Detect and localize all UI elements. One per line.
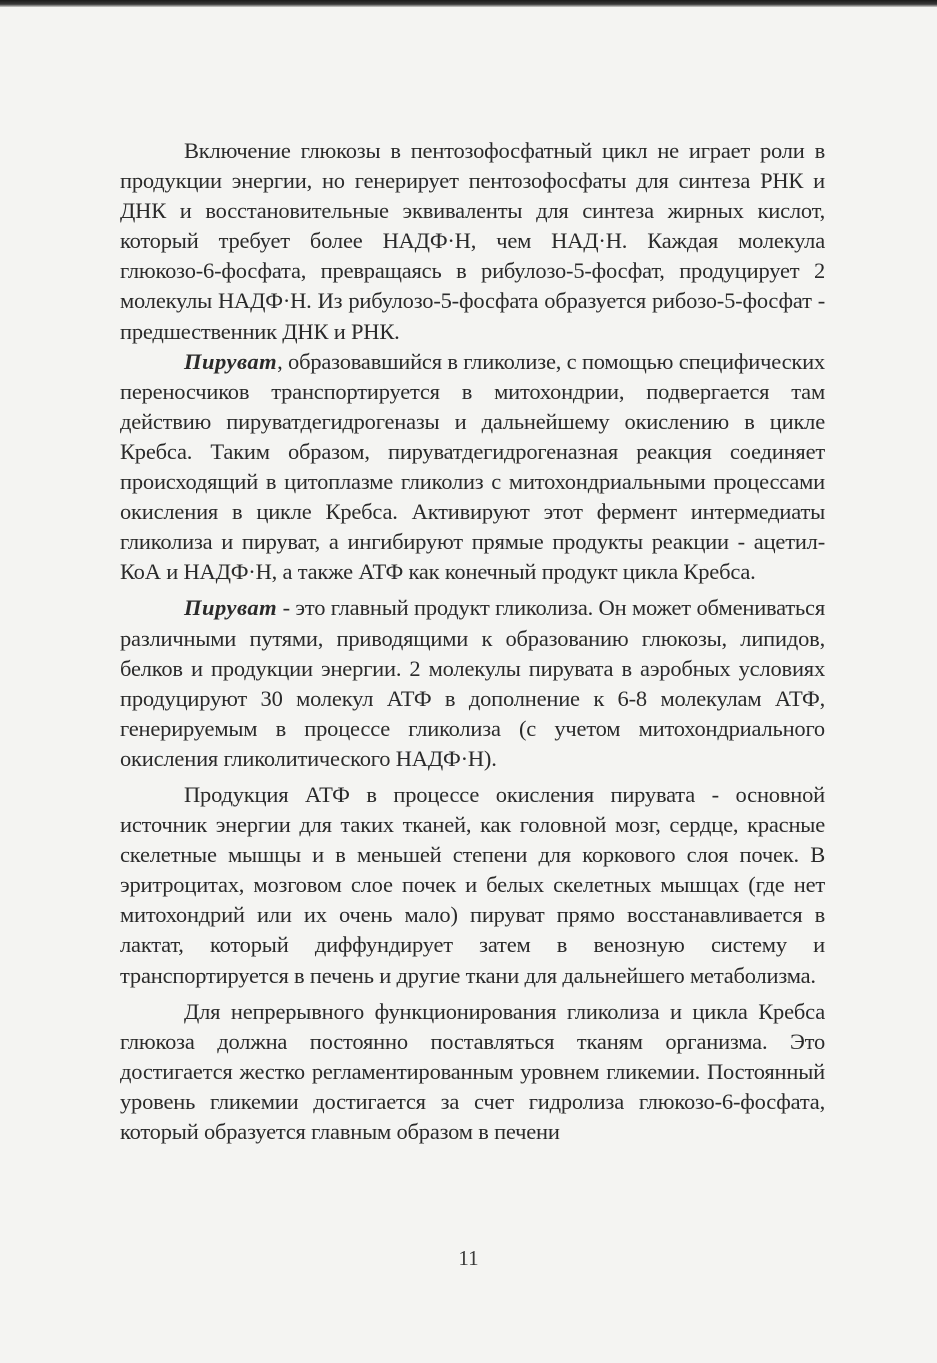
- paragraph-text: Включение глюкозы в пентозофосфатный цикл не играет роли в продукции энергии, но генерирует пентозофосфаты для синтеза РНК и ДНК и восстановительные эквиваленты для синтеза жирных кислот, который требует более НАДФ·Н, чем НАД·Н. Каждая молекула глюкозо-6-фосфата, превращаясь в рибулозо-5-фосфат, продуцирует 2 молекулы НАДФ·Н. Из рибулозо-5-фосфата образуется рибозо-5-фосфат - предшественник ДНК и РНК.: [120, 138, 825, 344]
- term-pyruvate: Пируват: [184, 348, 278, 374]
- paragraph-pyruvate-transport: [120, 347, 825, 588]
- page-body: [120, 136, 825, 1147]
- paragraph-text: Для непрерывного функционирования гликолиза и цикла Кребса глюкоза должна постоянно поставляться тканям организма. Это достигается жестко регламентированным уровнем гликемии. Постоянный уровень гликемии достигается за счет гидролиза глюкозо-6-фосфата, который образуется главным образом в печени: [120, 998, 825, 1144]
- paragraph-pentose-cycle: [120, 136, 825, 347]
- page-number: 11: [458, 1246, 479, 1270]
- scan-top-edge: [0, 0, 937, 7]
- paragraph-pyruvate-product: [120, 593, 825, 774]
- term-pyruvate: Пируват: [184, 595, 278, 621]
- paragraph-text: , образовавшийся в гликолизе, с помощью специфических переносчиков транспортируется в митохондрии, подвергается там действию пируватдегидрогеназы и дальнейшему окислению в цикле Кребса. Таким образом, пируватдегидрогеназная реакция соединяет происходящий в цитоплазме гликолиз с митохондриальными процессами окисления в цикле Кребса. Активируют этот фермент интермедиаты гликолиза и пируват, а ингибируют прямые продукты реакции - ацетил-КоА и НАДФ·Н, а также АТФ как конечный продукт цикла Кребса.: [120, 348, 825, 585]
- paragraph-text: - это главный продукт гликолиза. Он может обмениваться различными путями, приводящими к образованию глюкозы, липидов, белков и продукции энергии. 2 молекулы пирувата в аэробных условиях продуцируют 30 молекул АТФ в дополнение к 6-8 молекулам АТФ, генерируемым в процессе гликолиза (с учетом митохондриального окисления гликолитического НАДФ·Н).: [120, 595, 825, 771]
- paragraph-glycemia: [120, 997, 825, 1147]
- paragraph-atp-production: [120, 780, 825, 991]
- paragraph-text: Продукция АТФ в процессе окисления пирувата - основной источник энергии для таких тканей, как головной мозг, сердце, красные скелетные мышцы и в меньшей степени для коркового слоя почек. В эритроцитах, мозговом слое почек и белых скелетных мышцах (где нет митохондрий или их очень мало) пируват прямо восстанавливается в лактат, который диффундирует затем в венозную систему и транспортируется в печень и другие ткани для дальнейшего метаболизма.: [120, 781, 825, 988]
